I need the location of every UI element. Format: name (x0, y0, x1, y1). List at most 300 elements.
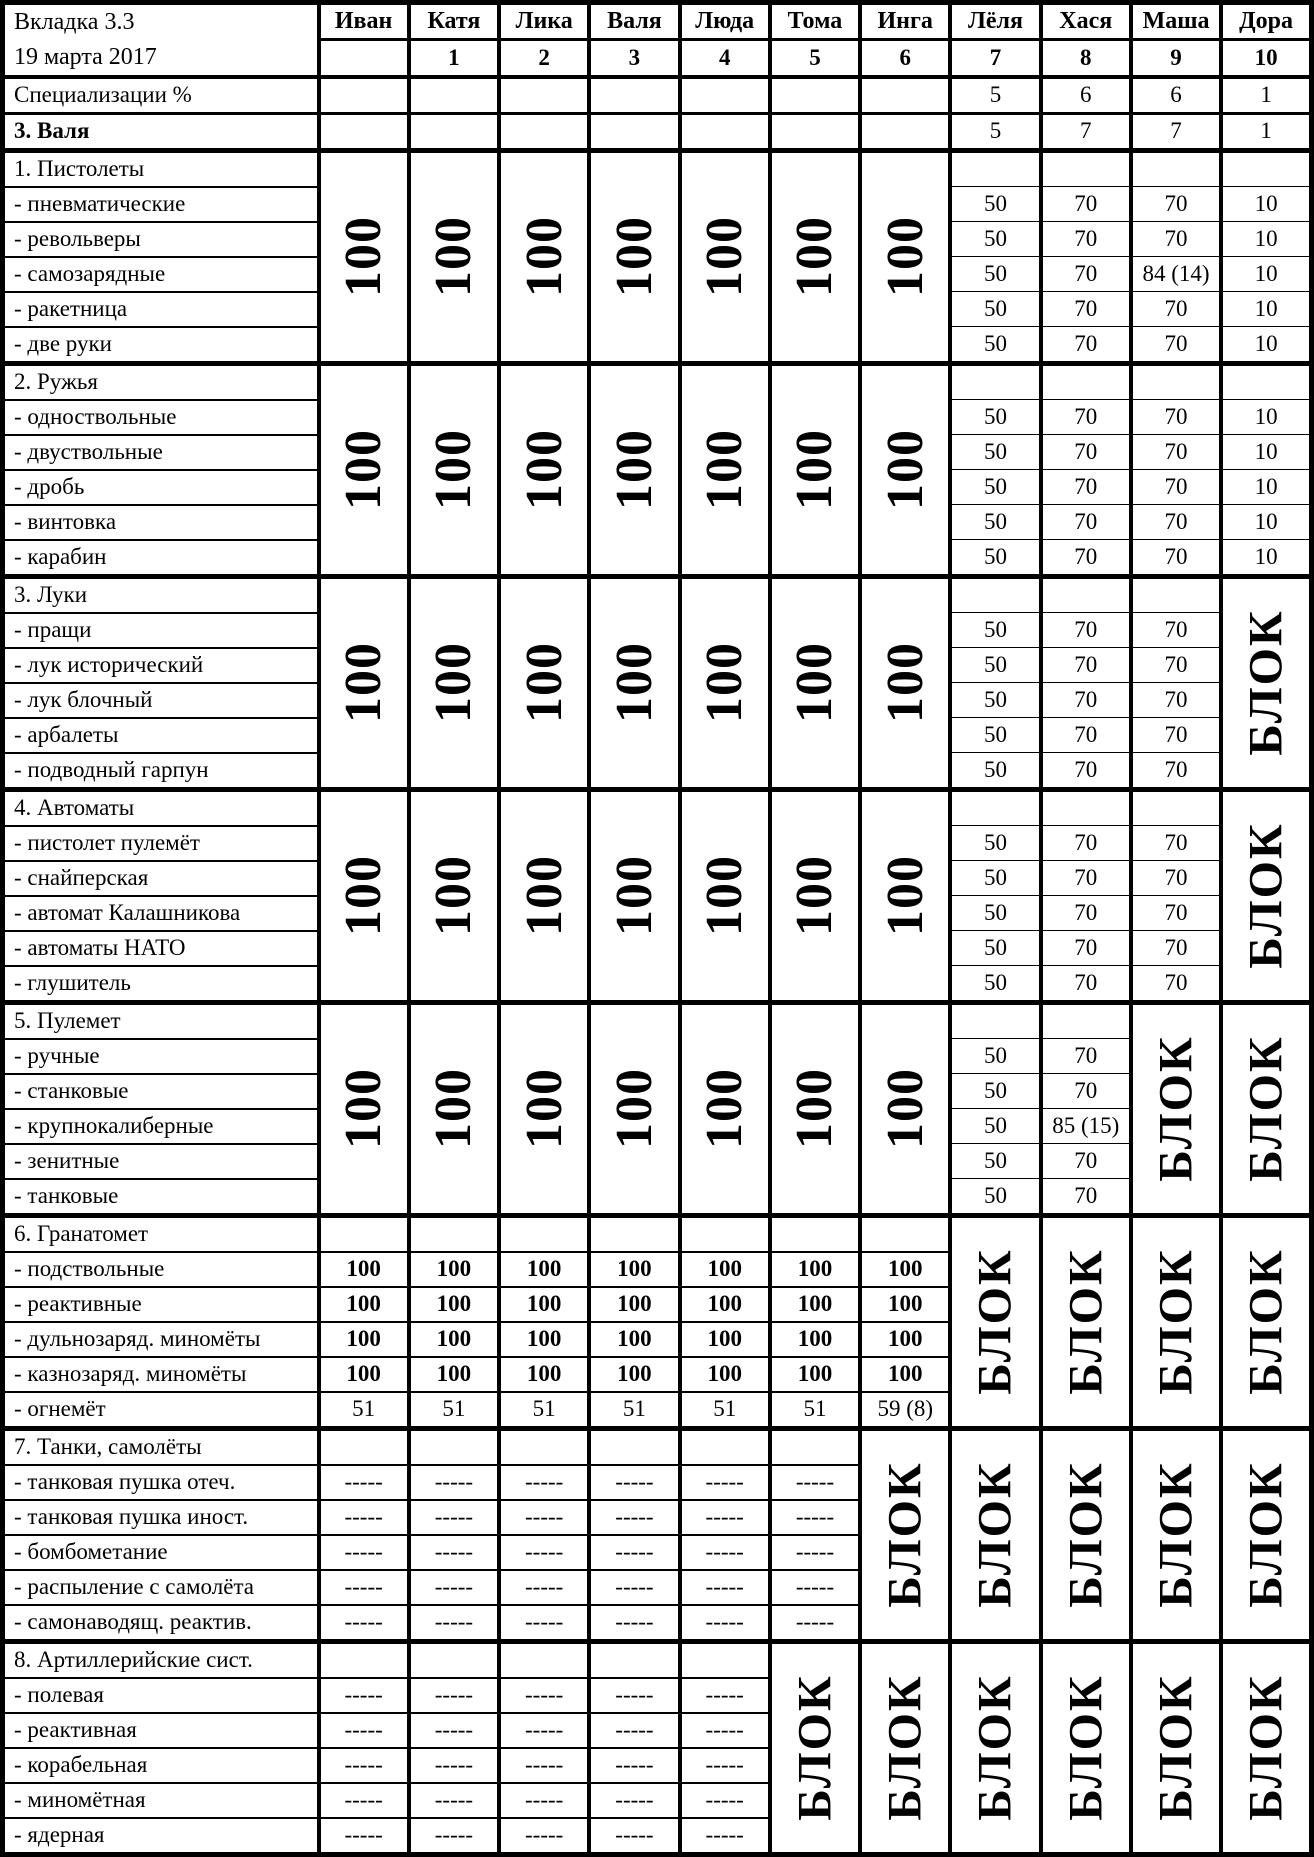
row-label-cell: - карабин (3, 540, 319, 577)
value-cell: 50 (950, 966, 1040, 1003)
block-cell (1131, 1002, 1221, 1215)
value-cell: 50 (950, 222, 1040, 257)
value-cell: 100 (589, 1357, 679, 1392)
rotated-text-wrap (1043, 1644, 1129, 1852)
value-cell: 50 (950, 683, 1040, 718)
no-data-cell: ----- (499, 1570, 589, 1605)
value-cell: 70 (1041, 861, 1131, 896)
person-name-cell: Лика (499, 3, 589, 40)
value-cell: 70 (1041, 257, 1131, 292)
no-data-cell: ----- (319, 1500, 409, 1535)
row-label-cell: - миномётная (3, 1783, 319, 1818)
value-cell: 10 (1221, 435, 1311, 470)
rotated-text-wrap (591, 153, 677, 361)
rotated-text-wrap (862, 1431, 948, 1639)
value-cell: 50 (950, 753, 1040, 790)
no-data-cell: ----- (409, 1465, 499, 1500)
row-label-cell: - ручные (3, 1039, 319, 1074)
rotated-text-wrap (772, 1005, 858, 1213)
merged-100-cell-text: 100 (876, 1068, 934, 1150)
row-label-cell: - танковая пушка иност. (3, 1500, 319, 1535)
no-data-cell: ----- (589, 1713, 679, 1748)
person-name-cell: Дора (1221, 3, 1311, 40)
no-data-cell: ----- (589, 1605, 679, 1642)
rotated-text-wrap (772, 366, 858, 574)
row-label-cell: - лук блочный (3, 683, 319, 718)
merged-100-cell-text: 100 (335, 855, 393, 937)
person-name-cell: Маша (1131, 3, 1221, 40)
value-cell: 70 (1041, 1074, 1131, 1109)
merged-100-cell (409, 150, 499, 363)
merged-100-cell (319, 1002, 409, 1215)
rotated-text-wrap (682, 366, 768, 574)
rotated-text-wrap (862, 1644, 948, 1852)
merged-100-cell (499, 576, 589, 789)
row-label-cell: - арбалеты (3, 718, 319, 753)
value-cell: 50 (950, 292, 1040, 327)
merged-100-cell-text: 100 (335, 642, 393, 724)
value-cell: 70 (1131, 470, 1221, 505)
merged-100-cell (589, 576, 679, 789)
no-data-cell: ----- (319, 1713, 409, 1748)
value-cell: 100 (770, 1287, 860, 1322)
section-blank-cell (589, 1428, 679, 1465)
section-blank-cell (499, 1641, 589, 1678)
value-cell: 70 (1041, 683, 1131, 718)
merged-100-cell (680, 363, 770, 576)
rotated-text-wrap (952, 1431, 1038, 1639)
rotated-text-wrap (772, 792, 858, 1000)
value-cell: 10 (1221, 257, 1311, 292)
no-data-cell: ----- (680, 1783, 770, 1818)
block-cell (770, 1641, 860, 1854)
no-data-cell: ----- (770, 1570, 860, 1605)
person-number-cell (319, 40, 409, 77)
value-cell: 51 (319, 1392, 409, 1429)
value-cell: 100 (680, 1357, 770, 1392)
merged-100-cell-text: 100 (515, 429, 573, 511)
merged-100-cell-text: 100 (786, 429, 844, 511)
merged-100-cell (319, 150, 409, 363)
value-cell: 85 (15) (1041, 1109, 1131, 1144)
section-blank-cell (1041, 150, 1131, 187)
row-label-cell: - самозарядные (3, 257, 319, 292)
person-number-cell: 2 (499, 40, 589, 77)
value-cell: 50 (950, 187, 1040, 222)
row-label-cell: - дробь (3, 470, 319, 505)
block-cell-text: БЛОК (1149, 1035, 1203, 1182)
rotated-text-wrap (682, 1005, 768, 1213)
rotated-text-wrap (501, 579, 587, 787)
value-cell: 70 (1131, 540, 1221, 577)
merged-100-cell-text: 100 (425, 216, 483, 298)
value-cell: 50 (950, 435, 1040, 470)
row-label-cell: - танковая пушка отеч. (3, 1465, 319, 1500)
value-cell: 70 (1131, 187, 1221, 222)
merged-100-cell (589, 150, 679, 363)
merged-100-cell (409, 1002, 499, 1215)
spec-value-cell (860, 77, 950, 114)
no-data-cell: ----- (409, 1678, 499, 1713)
no-data-cell: ----- (409, 1570, 499, 1605)
value-cell: 70 (1041, 753, 1131, 790)
spec-value-cell: 1 (1221, 77, 1311, 114)
no-data-cell: ----- (409, 1748, 499, 1783)
rotated-text-wrap (1133, 1431, 1219, 1639)
rotated-text-wrap (1223, 1431, 1309, 1639)
merged-100-cell (589, 1002, 679, 1215)
value-cell: 70 (1131, 861, 1221, 896)
rotated-text-wrap (591, 366, 677, 574)
person-number-cell: 8 (1041, 40, 1131, 77)
section-blank-cell (680, 1215, 770, 1252)
no-data-cell: ----- (589, 1748, 679, 1783)
no-data-cell: ----- (680, 1713, 770, 1748)
rotated-text-wrap (862, 1005, 948, 1213)
person-name-cell: Тома (770, 3, 860, 40)
value-cell: 100 (499, 1287, 589, 1322)
value-cell: 50 (950, 1144, 1040, 1179)
sheet-date: 19 марта 2017 (14, 43, 157, 70)
block-cell-text: БЛОК (1059, 1674, 1113, 1821)
merged-100-cell (770, 789, 860, 1002)
no-data-cell: ----- (770, 1465, 860, 1500)
row-label-cell: - подводный гарпун (3, 753, 319, 790)
merged-100-cell-text: 100 (696, 1068, 754, 1150)
value-cell: 100 (770, 1357, 860, 1392)
section-blank-cell (319, 1641, 409, 1678)
no-data-cell: ----- (770, 1605, 860, 1642)
section-blank-cell (950, 363, 1040, 400)
value-cell: 70 (1041, 826, 1131, 861)
value-cell: 50 (950, 400, 1040, 435)
rotated-text-wrap (772, 579, 858, 787)
rotated-text-wrap (1043, 1218, 1129, 1426)
value-cell: 70 (1131, 222, 1221, 257)
value-cell: 50 (950, 861, 1040, 896)
row-label-cell: - пневматические (3, 187, 319, 222)
section-title-cell: 6. Гранатомет (3, 1215, 319, 1252)
no-data-cell: ----- (499, 1678, 589, 1713)
person-name-cell: Инга (860, 3, 950, 40)
rotated-text-wrap (501, 1005, 587, 1213)
no-data-cell: ----- (499, 1500, 589, 1535)
value-cell: 100 (409, 1287, 499, 1322)
person-name-cell: Хася (1041, 3, 1131, 40)
value-cell: 50 (950, 896, 1040, 931)
no-data-cell: ----- (409, 1605, 499, 1642)
value-cell: 70 (1131, 718, 1221, 753)
person-name-cell: Лёля (950, 3, 1040, 40)
value-cell: 100 (319, 1322, 409, 1357)
rotated-text-wrap (321, 153, 407, 361)
block-cell-text: БЛОК (1239, 1248, 1293, 1395)
section-title-cell: 7. Танки, самолёты (3, 1428, 319, 1465)
value-cell: 100 (589, 1252, 679, 1287)
section-blank-cell (1131, 363, 1221, 400)
section-blank-cell (1131, 789, 1221, 826)
value-cell: 100 (770, 1252, 860, 1287)
block-cell (860, 1428, 950, 1641)
no-data-cell: ----- (409, 1713, 499, 1748)
rotated-text-wrap (411, 1005, 497, 1213)
value-cell: 70 (1041, 222, 1131, 257)
value-cell: 70 (1131, 966, 1221, 1003)
value-cell: 50 (950, 1179, 1040, 1216)
block-cell-text: БЛОК (1239, 1461, 1293, 1608)
spec-value-cell: 6 (1041, 77, 1131, 114)
rotated-text-wrap (682, 579, 768, 787)
row-label-cell: - одноствольные (3, 400, 319, 435)
section-blank-cell (1041, 1002, 1131, 1039)
person-value-cell: 7 (1041, 113, 1131, 150)
merged-100-cell (860, 789, 950, 1002)
merged-100-cell (319, 363, 409, 576)
merged-100-cell (770, 1002, 860, 1215)
value-cell: 100 (680, 1322, 770, 1357)
sheet-header-cell (3, 3, 319, 77)
merged-100-cell (680, 576, 770, 789)
merged-100-cell (499, 789, 589, 1002)
block-cell-text: БЛОК (878, 1461, 932, 1608)
section-blank-cell (860, 1215, 950, 1252)
value-cell: 70 (1131, 683, 1221, 718)
value-cell: 70 (1041, 718, 1131, 753)
block-cell (1041, 1641, 1131, 1854)
no-data-cell: ----- (770, 1535, 860, 1570)
row-label-cell: - автомат Калашникова (3, 896, 319, 931)
block-cell-text: БЛОК (878, 1674, 932, 1821)
person-value-cell (589, 113, 679, 150)
merged-100-cell (409, 576, 499, 789)
merged-100-cell (499, 150, 589, 363)
section-blank-cell (499, 1428, 589, 1465)
spec-value-cell (589, 77, 679, 114)
row-label-cell: - две руки (3, 327, 319, 364)
block-cell-text: БЛОК (968, 1674, 1022, 1821)
value-cell: 10 (1221, 505, 1311, 540)
person-value-cell (770, 113, 860, 150)
row-label-cell: - пращи (3, 613, 319, 648)
merged-100-cell-text: 100 (876, 642, 934, 724)
merged-100-cell (770, 150, 860, 363)
value-cell: 70 (1131, 505, 1221, 540)
block-cell-text: БЛОК (788, 1674, 842, 1821)
no-data-cell: ----- (499, 1783, 589, 1818)
rotated-text-wrap (591, 579, 677, 787)
section-blank-cell (409, 1215, 499, 1252)
rotated-text-wrap (862, 792, 948, 1000)
sheet-title: Вкладка 3.3 (14, 9, 135, 35)
value-cell: 70 (1041, 931, 1131, 966)
merged-100-cell-text: 100 (696, 216, 754, 298)
rotated-text-wrap (321, 792, 407, 1000)
section-blank-cell (1041, 363, 1131, 400)
person-number-cell: 7 (950, 40, 1040, 77)
no-data-cell: ----- (319, 1570, 409, 1605)
value-cell: 10 (1221, 222, 1311, 257)
value-cell: 70 (1131, 931, 1221, 966)
person-value-cell: 1 (1221, 113, 1311, 150)
person-number-cell: 6 (860, 40, 950, 77)
rotated-text-wrap (411, 579, 497, 787)
person-number-cell: 4 (680, 40, 770, 77)
merged-100-cell-text: 100 (335, 429, 393, 511)
value-cell: 70 (1131, 327, 1221, 364)
rotated-text-wrap (1043, 1431, 1129, 1639)
value-cell: 100 (860, 1252, 950, 1287)
value-cell: 70 (1131, 648, 1221, 683)
section-title-cell: 5. Пулемет (3, 1002, 319, 1039)
value-cell: 100 (680, 1252, 770, 1287)
rotated-text-wrap (591, 792, 677, 1000)
section-blank-cell (1131, 576, 1221, 613)
no-data-cell: ----- (499, 1605, 589, 1642)
no-data-cell: ----- (319, 1783, 409, 1818)
merged-100-cell (680, 150, 770, 363)
no-data-cell: ----- (589, 1783, 679, 1818)
no-data-cell: ----- (409, 1500, 499, 1535)
spec-row-label: Специализации % (3, 77, 319, 114)
value-cell: 51 (499, 1392, 589, 1429)
value-cell: 70 (1041, 896, 1131, 931)
value-cell: 70 (1041, 327, 1131, 364)
section-blank-cell (950, 1002, 1040, 1039)
no-data-cell: ----- (409, 1818, 499, 1855)
value-cell: 100 (499, 1252, 589, 1287)
merged-100-cell-text: 100 (515, 1068, 573, 1150)
value-cell: 10 (1221, 540, 1311, 577)
merged-100-cell (409, 789, 499, 1002)
value-cell: 70 (1131, 826, 1221, 861)
merged-100-cell (860, 576, 950, 789)
section-blank-cell (950, 576, 1040, 613)
row-label-cell: - огнемёт (3, 1392, 319, 1429)
section-blank-cell (499, 1215, 589, 1252)
rotated-text-wrap (501, 366, 587, 574)
block-cell (1221, 1428, 1311, 1641)
rotated-text-wrap (1223, 1218, 1309, 1426)
person-value-cell (680, 113, 770, 150)
block-cell (860, 1641, 950, 1854)
value-cell: 70 (1041, 505, 1131, 540)
no-data-cell: ----- (499, 1818, 589, 1855)
row-label-cell: - лук исторический (3, 648, 319, 683)
section-blank-cell (950, 150, 1040, 187)
block-cell-text: БЛОК (1239, 1674, 1293, 1821)
section-title-cell: 1. Пистолеты (3, 150, 319, 187)
no-data-cell: ----- (499, 1713, 589, 1748)
person-row-label: 3. Валя (3, 113, 319, 150)
value-cell: 100 (409, 1357, 499, 1392)
merged-100-cell (680, 789, 770, 1002)
section-blank-cell (680, 1428, 770, 1465)
section-blank-cell (680, 1641, 770, 1678)
block-cell (950, 1641, 1040, 1854)
value-cell: 51 (589, 1392, 679, 1429)
merged-100-cell (499, 1002, 589, 1215)
rotated-text-wrap (772, 1644, 858, 1852)
value-cell: 100 (860, 1287, 950, 1322)
value-cell: 100 (589, 1322, 679, 1357)
person-value-cell (860, 113, 950, 150)
no-data-cell: ----- (319, 1465, 409, 1500)
merged-100-cell-text: 100 (876, 216, 934, 298)
block-cell-text: БЛОК (1239, 822, 1293, 969)
no-data-cell: ----- (409, 1535, 499, 1570)
section-title-cell: 4. Автоматы (3, 789, 319, 826)
merged-100-cell (860, 363, 950, 576)
value-cell: 50 (950, 718, 1040, 753)
value-cell: 51 (770, 1392, 860, 1429)
block-cell-text: БЛОК (1239, 609, 1293, 756)
rotated-text-wrap (1223, 579, 1309, 787)
value-cell: 50 (950, 648, 1040, 683)
block-cell (1221, 789, 1311, 1002)
no-data-cell: ----- (409, 1783, 499, 1818)
value-cell: 70 (1131, 613, 1221, 648)
value-cell: 70 (1041, 470, 1131, 505)
rotated-text-wrap (682, 153, 768, 361)
value-cell: 10 (1221, 327, 1311, 364)
row-label-cell: - бомбометание (3, 1535, 319, 1570)
person-value-cell (499, 113, 589, 150)
no-data-cell: ----- (589, 1570, 679, 1605)
block-cell-text: БЛОК (1149, 1461, 1203, 1608)
merged-100-cell-text: 100 (335, 1068, 393, 1150)
rotated-text-wrap (411, 366, 497, 574)
merged-100-cell-text: 100 (515, 855, 573, 937)
row-label-cell: - корабельная (3, 1748, 319, 1783)
merged-100-cell-text: 100 (605, 855, 663, 937)
spec-value-cell: 6 (1131, 77, 1221, 114)
merged-100-cell-text: 100 (696, 429, 754, 511)
block-cell (1131, 1215, 1221, 1428)
value-cell: 100 (409, 1252, 499, 1287)
merged-100-cell-text: 100 (876, 855, 934, 937)
spec-value-cell (680, 77, 770, 114)
row-label-cell: - винтовка (3, 505, 319, 540)
section-blank-cell (1221, 363, 1311, 400)
merged-100-cell-text: 100 (605, 429, 663, 511)
rotated-text-wrap (772, 153, 858, 361)
rotated-text-wrap (862, 366, 948, 574)
section-title-cell: 8. Артиллерийские сист. (3, 1641, 319, 1678)
no-data-cell: ----- (680, 1678, 770, 1713)
person-name-cell: Катя (409, 3, 499, 40)
block-cell (1131, 1428, 1221, 1641)
merged-100-cell-text: 100 (876, 429, 934, 511)
merged-100-cell-text: 100 (425, 1068, 483, 1150)
row-label-cell: - автоматы НАТО (3, 931, 319, 966)
no-data-cell: ----- (319, 1818, 409, 1855)
merged-100-cell-text: 100 (605, 1068, 663, 1150)
row-label-cell: - зенитные (3, 1144, 319, 1179)
value-cell: 50 (950, 931, 1040, 966)
value-cell: 100 (319, 1357, 409, 1392)
no-data-cell: ----- (319, 1678, 409, 1713)
person-value-cell: 7 (1131, 113, 1221, 150)
value-cell: 100 (319, 1252, 409, 1287)
merged-100-cell-text: 100 (425, 642, 483, 724)
person-name-cell: Люда (680, 3, 770, 40)
no-data-cell: ----- (319, 1535, 409, 1570)
rotated-text-wrap (411, 792, 497, 1000)
row-label-cell: - самонаводящ. реактив. (3, 1605, 319, 1642)
value-cell: 70 (1041, 648, 1131, 683)
merged-100-cell-text: 100 (696, 855, 754, 937)
section-blank-cell (950, 789, 1040, 826)
